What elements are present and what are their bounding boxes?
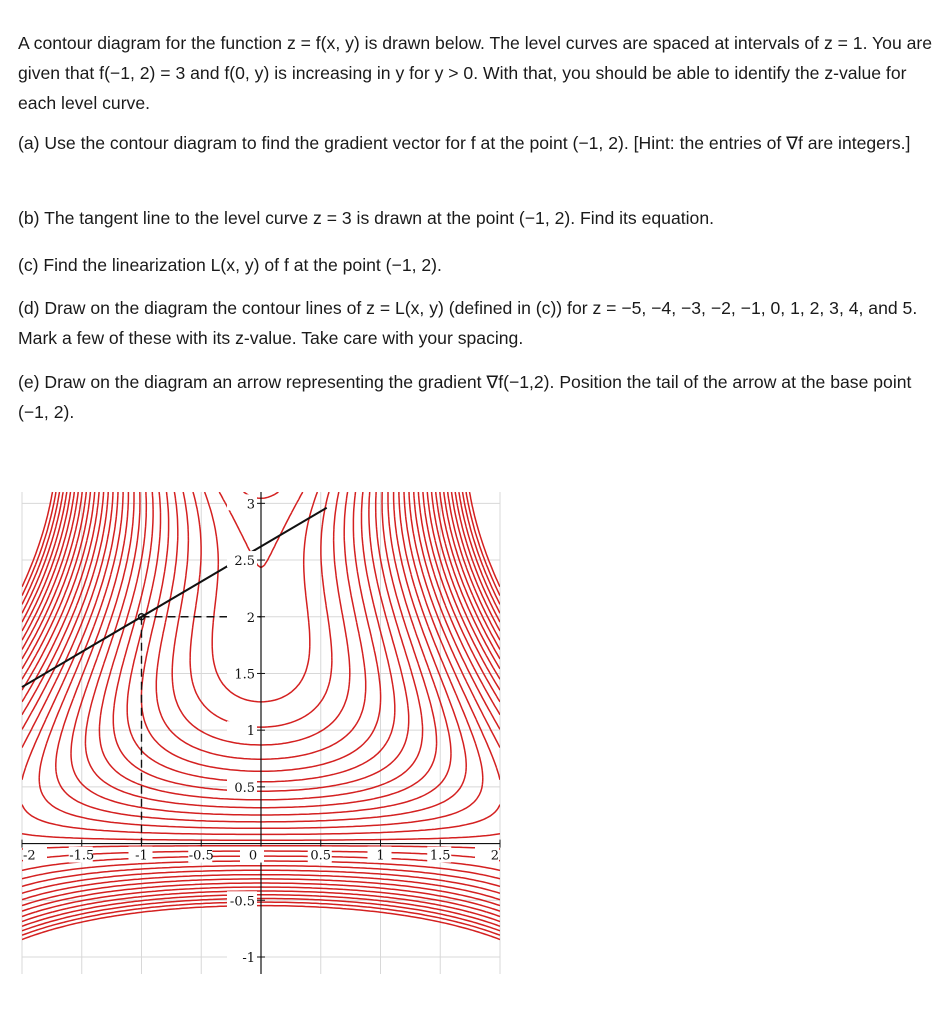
part-b-text: (b) The tangent line to the level curve z = 3 is drawn at the point (−1, 2). Find its equation. <box>18 208 715 228</box>
x-tick-label: -2 <box>23 848 36 864</box>
x-tick-label: -1.5 <box>69 848 95 864</box>
y-tick-label: -1 <box>242 950 255 966</box>
contour-diagram <box>0 470 540 990</box>
part-c <box>18 250 938 280</box>
part-a-text: (a) Use the contour diagram to find the gradient vector for f at the point (−1, 2). [Hint: the entries of ∇f are integers.] <box>18 133 911 153</box>
x-tick-label: 2 <box>490 848 499 864</box>
y-tick-label: 1 <box>246 724 255 740</box>
part-e <box>18 367 938 427</box>
x-tick-label: 0.5 <box>310 848 332 864</box>
intro-text: A contour diagram for the function z = f(x, y) is drawn below. The level curves are spaced at intervals of z = 1. You are given that f(−1, 2) = 3 and f(0, y) is increasing in y for y > 0. With that, you should be able to identify the z-value for each level curve. <box>18 33 933 113</box>
part-c-text: (c) Find the linearization L(x, y) of f at the point (−1, 2). <box>18 255 442 275</box>
tangent-line <box>22 508 327 687</box>
part-d <box>18 293 938 353</box>
y-tick-label: 1.5 <box>234 667 255 683</box>
x-tick-label: -0.5 <box>188 848 214 864</box>
x-tick-label: -1 <box>135 848 148 864</box>
part-e-text: (e) Draw on the diagram an arrow representing the gradient ∇f(−1,2). Position the tail of the arrow at the base point (−1, 2). <box>18 372 912 422</box>
part-a <box>18 128 938 158</box>
axes <box>22 492 500 974</box>
y-tick-label: -0.5 <box>229 894 255 910</box>
x-tick-label: 1.5 <box>429 848 451 864</box>
y-tick-label: 0.5 <box>234 780 255 796</box>
x-tick-label: 0 <box>248 848 258 864</box>
y-tick-label: 2.5 <box>234 554 255 570</box>
x-tick-label: 1 <box>376 848 385 864</box>
y-tick-label: 3 <box>246 497 255 513</box>
y-tick-label: 2 <box>246 610 255 626</box>
part-d-text: (d) Draw on the diagram the contour lines of z = L(x, y) (defined in (c)) for z = −5, −4, −3, −2, −1, 0, 1, 2, 3, 4, and 5. Mark a few of these with its z-value. Take care with your spacing. <box>18 298 918 348</box>
part-b <box>18 203 938 233</box>
problem-intro <box>18 28 938 118</box>
